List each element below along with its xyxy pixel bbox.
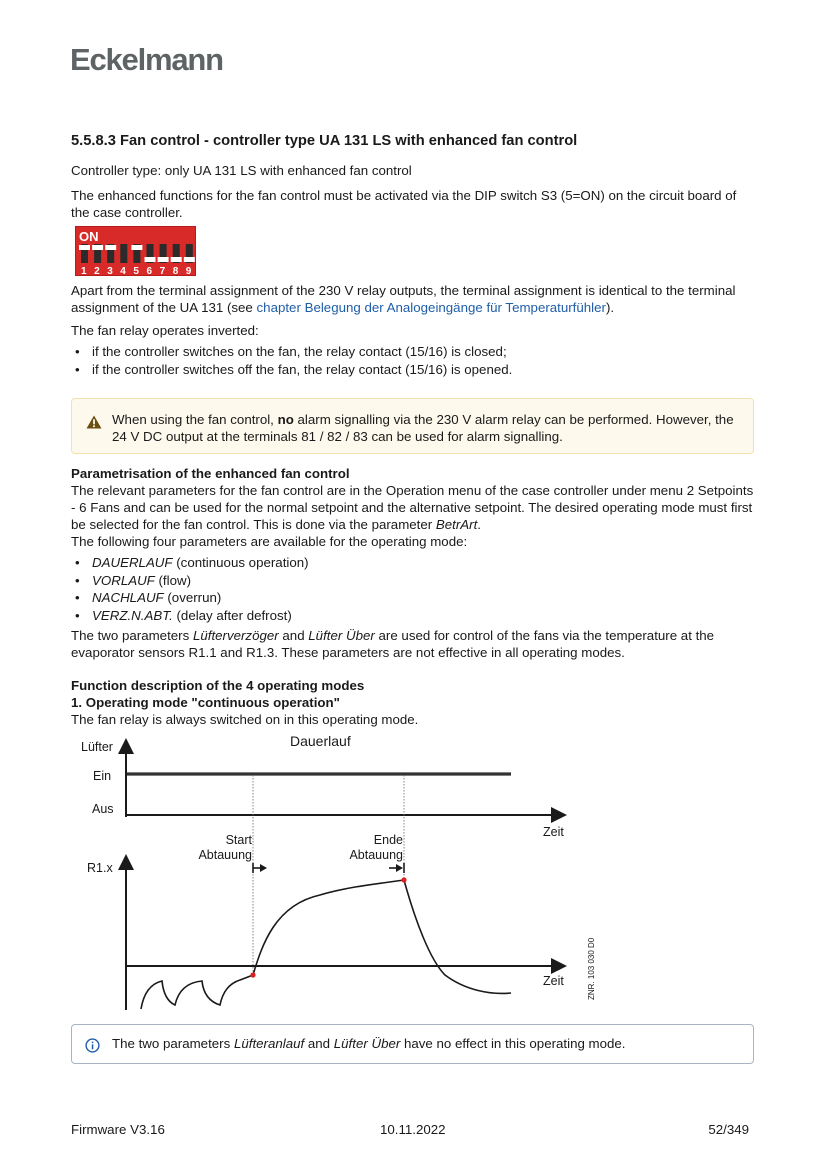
eckelmann-logo: Eckelmann [70,42,223,77]
list-item: • if the controller switches on the fan, the relay contact (15/16) is closed; [71,343,756,361]
dip-switch-image [75,226,196,276]
start-defrost-marker [250,972,255,977]
func-heading: Function description of the 4 operating modes [71,678,365,693]
param-modes-intro: The following four parameters are available for the operating mode: [71,534,468,549]
mode-list [71,554,756,624]
activation-text: The enhanced functions for the fan control must be activated via the DIP switch S3 (5=ON) on the circuit board of the case controller. [71,188,737,220]
info-box [71,1024,754,1064]
list-item: • VORLAUF (flow) [71,572,756,590]
drawing-number: ZNR. 103 030 D0 [587,937,596,1000]
svg-text:6: 6 [146,266,153,277]
svg-text:7: 7 [159,266,166,277]
time-label-top: Zeit [543,825,564,839]
end-label-1: Ende [373,833,403,847]
mode1-heading: 1. Operating mode "continuous operation" [71,695,340,710]
list-item: • if the controller switches off the fan, the relay contact (15/16) is opened. [71,361,756,379]
temp-axis-label: R1.x [87,861,113,875]
fan-axis-label: Lüfter [81,740,113,754]
footer-page-number: 52/349 [708,1122,749,1137]
relay-bullets [71,343,756,378]
start-label-1: Start [225,833,252,847]
svg-text:8: 8 [172,266,179,277]
warning-text: When using the fan control, no alarm signalling via the 230 V alarm relay can be performed. However, the 24 V DC output at the terminals 81 / 82 / 83 can be used for alarm signalling. [112,412,734,444]
end-defrost-marker [401,877,406,882]
svg-text:9: 9 [185,266,192,277]
footer-date: 10.11.2022 [380,1122,446,1137]
info-circle-icon [85,1038,100,1056]
list-item: • VERZ.N.ABT. (delay after defrost) [71,607,756,625]
warning-box [71,398,754,454]
svg-text:3: 3 [107,266,113,277]
controller-type-text: Controller type: only UA 131 LS with enhanced fan control [71,163,412,178]
start-label-2: Abtauung [198,848,252,862]
footer-firmware: Firmware V3.16 [71,1122,165,1137]
svg-text:2: 2 [94,266,100,277]
svg-text:1: 1 [81,266,87,277]
fan-on-label: Ein [93,769,112,783]
end-label-2: Abtauung [349,848,403,862]
info-text: The two parameters Lüfteranlauf and Lüfter Über have no effect in this operating mode. [112,1036,626,1051]
chapter-link[interactable]: chapter Belegung der Analogeingänge für Temperaturfühler [256,300,606,315]
dip-on-label: ON [79,229,99,244]
mode1-text: The fan relay is always switched on in this operating mode. [71,712,419,727]
fan-off-label: Aus [92,802,114,816]
warning-triangle-icon [86,415,102,432]
svg-text:4: 4 [120,266,126,277]
dip-switch-graphic [76,227,197,277]
svg-text:5: 5 [133,266,139,277]
relay-intro: The fan relay operates inverted: [71,323,259,338]
list-item: • DAUERLAUF (continuous operation) [71,554,756,572]
parametrisation-section [71,465,756,550]
sensor-text: The two parameters Lüfterverzöger and Lüfter Über are used for control of the fans via the temperature at the evaporator sensors R1.1 and R1.3. These parameters are not effective in all operating modes. [71,628,715,660]
diagram-title: Dauerlauf [290,733,351,749]
section-title: 5.5.8.3 Fan control - controller type UA 131 LS with enhanced fan control [71,133,578,149]
function-description [71,677,756,728]
terminal-assignment-text: Apart from the terminal assignment of the 230 V relay outputs, the terminal assignment is identical to the terminal assignment of the UA 131 (see chapter Belegung der Analogeingänge für Temperaturfühler). [71,283,736,315]
param-text: The relevant parameters for the fan control are in the Operation menu of the case controller under menu 2 Setpoints - 6 Fans and can be used for the normal setpoint and the alternative setpoint. The desired operating mode must first be selected for the fan control. This is done via the parameter BetrArt. [71,483,754,532]
param-heading: Parametrisation of the enhanced fan control [71,466,350,481]
list-item: • NACHLAUF (overrun) [71,589,756,607]
time-label-bottom: Zeit [543,974,564,988]
